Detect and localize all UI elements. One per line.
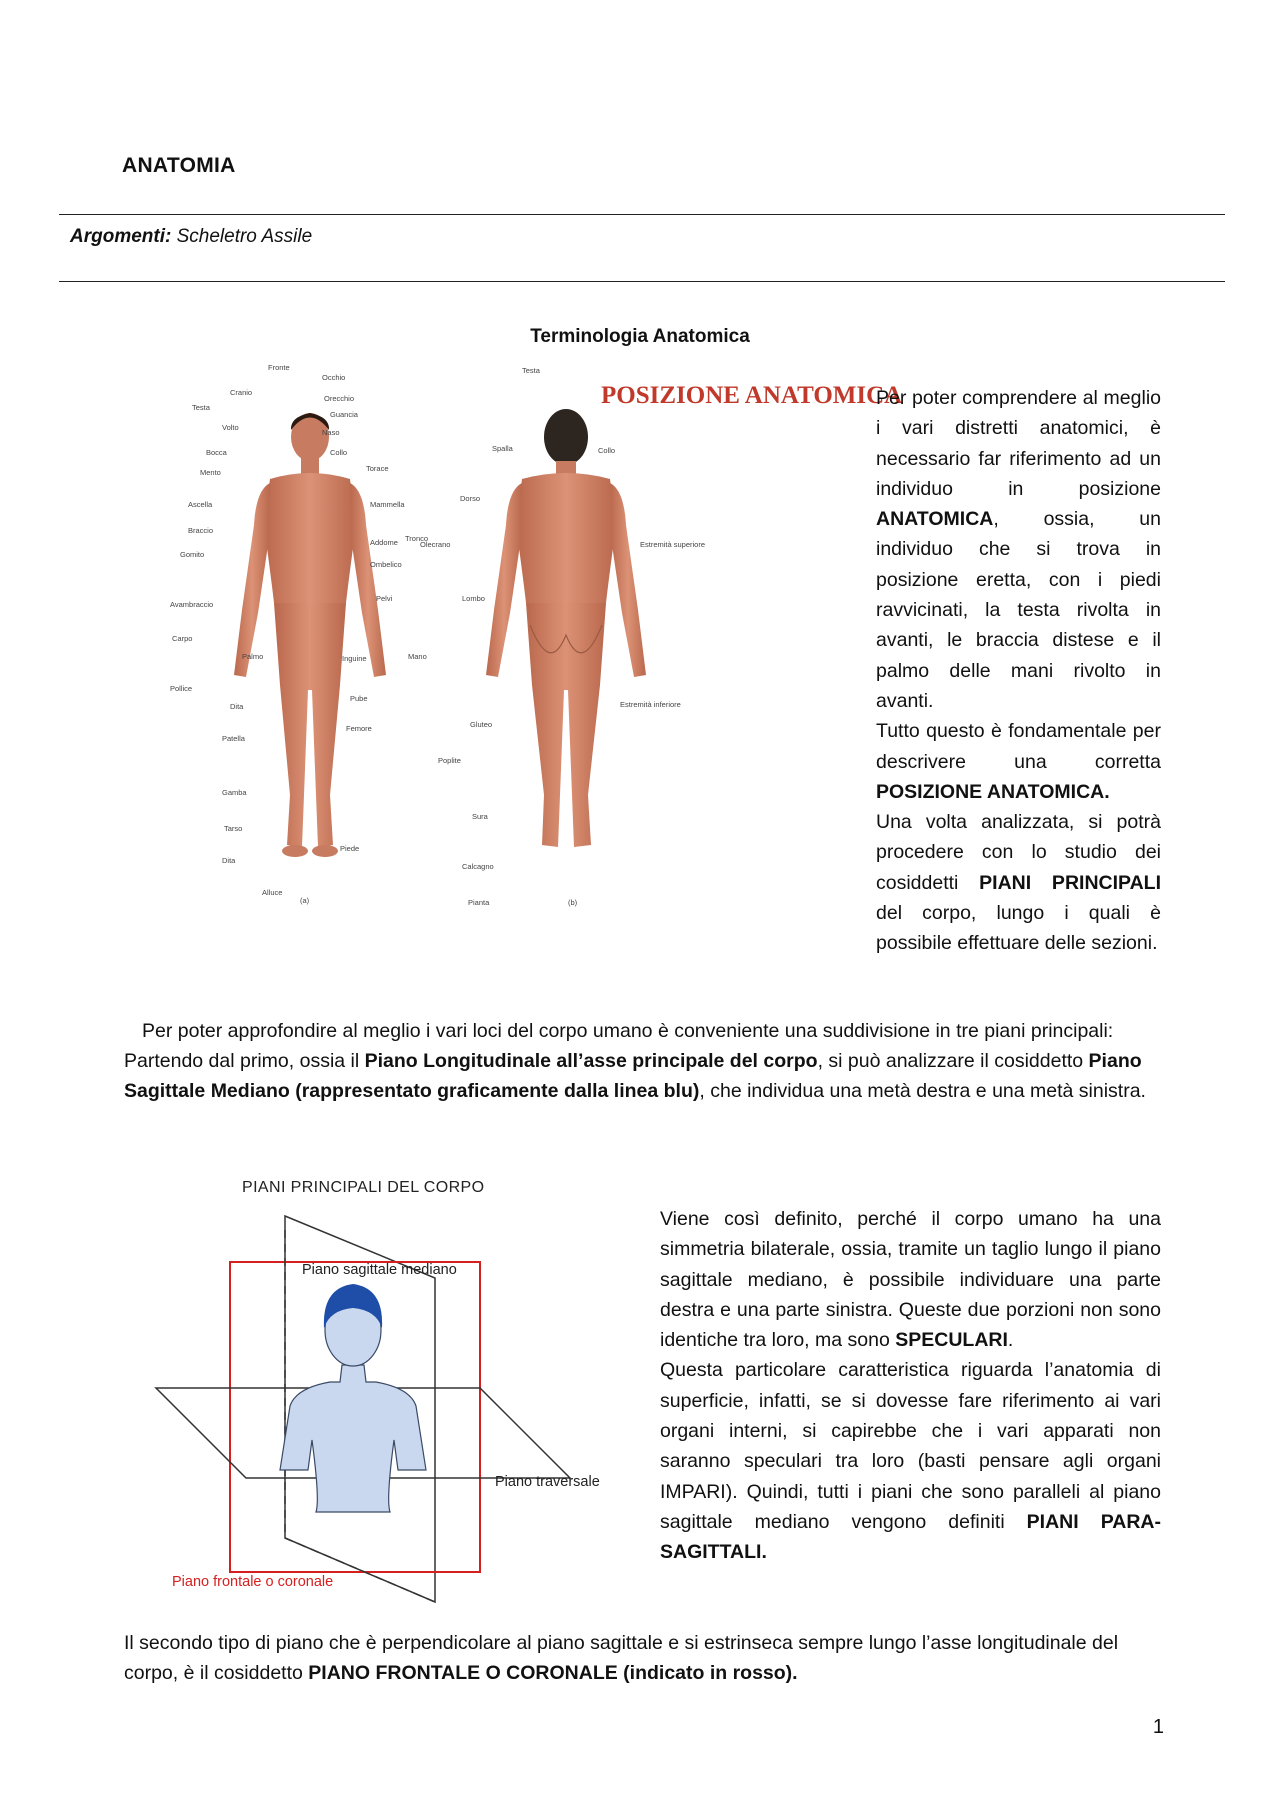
bilateral-symmetry-text [660,1204,1161,1568]
label-naso: Naso [322,428,340,437]
label-calcagno: Calcagno [462,862,494,871]
closing-paragraph: Il secondo tipo di piano che è perpendicolare al piano sagittale e si estrinseca sempre lungo l’asse longitudinale del corpo, è il cosiddetto PIANO FRONTALE O CORONALE (indicato in rosso). [124,1632,1119,1684]
label-dita-piede: Dita [222,856,236,865]
intro-paragraph-1: Per poter approfondire al meglio i vari loci del corpo umano è conveniente una suddivisione in tre piani principali: [142,1020,1114,1042]
label-testa-back: Testa [522,366,540,375]
label-piede: Piede [340,844,360,853]
label-collo-back: Collo [598,446,616,455]
anatomical-position-text [876,383,1161,959]
label-pollice: Pollice [170,684,193,693]
label-alluce: Alluce [262,888,283,897]
label-lombo: Lombo [462,594,485,603]
label-mammella: Mammella [370,500,405,509]
label-occhio: Occhio [322,373,346,382]
label-transverse: Piano traversale [495,1474,600,1490]
front-body [234,413,386,857]
label-ombelico: Ombelico [370,560,402,569]
label-guancia: Guancia [330,410,358,419]
label-femore: Femore [346,724,372,733]
page-number: 1 [1152,1716,1164,1738]
label-palmo: Palmo [242,652,264,661]
label-mento: Mento [200,468,221,477]
topics-label: Argomenti: [70,226,172,247]
col1-paragraph-2: Tutto questo è fondamentale per descrivere una corretta POSIZIONE ANATOMICA. [876,720,1161,803]
label-pube: Pube [350,694,368,703]
body-planes-figure [150,1170,650,1610]
anatomical-position-figure [170,363,903,1015]
label-gamba: Gamba [222,788,247,797]
label-pelvi: Pelvi [376,594,393,603]
label-ascella: Ascella [188,500,213,509]
label-dita: Dita [230,702,244,711]
label-estremita-sup: Estremità superiore [640,540,706,549]
label-pianta: Pianta [468,898,490,907]
header-rule-top [59,214,1225,215]
label-volto: Volto [222,423,239,432]
col1-paragraph-1: Per poter comprendere al meglio i vari distretti anatomici, è necessario far riferimento ad un individuo in posizione ANATOMICA, ossia, un individuo che si trova in posizione eretta, con i piedi ravvicinati, la testa rivolta in avanti, le braccia distese e il palmo delle mani rivolto in avanti. [876,387,1161,712]
label-sura: Sura [472,812,488,821]
intro-text [124,1016,1164,1106]
label-spalla: Spalla [492,444,513,453]
label-mano: Mano [408,652,427,661]
label-patella: Patella [222,734,245,743]
caption-a: (a) [300,896,310,905]
label-cranio: Cranio [230,388,253,397]
label-addome: Addome [370,538,398,547]
label-dorso: Dorso [460,494,481,503]
label-braccio: Braccio [188,526,214,535]
label-tarso: Tarso [224,824,243,833]
label-collo: Collo [330,448,348,457]
caption-b: (b) [568,898,578,907]
label-carpo: Carpo [172,634,193,643]
label-bocca: Bocca [206,448,227,457]
label-olecrano: Olecrano [420,540,451,549]
label-gluteo: Gluteo [470,720,493,729]
figure2-title: PIANI PRINCIPALI DEL CORPO [242,1179,485,1196]
label-frontal: Piano frontale o coronale [172,1574,334,1590]
figure1-title: POSIZIONE ANATOMICA [601,382,903,409]
intro-paragraph-2: Partendo dal primo, ossia il Piano Longitudinale all’asse principale del corpo, si può analizzare il cosiddetto Piano Sagittale Mediano (rappresentato graficamente dalla linea blu), che individua una metà destra e una metà sinistra. [124,1050,1146,1102]
back-body [486,409,646,847]
label-torace: Torace [366,464,389,473]
label-fronte: Fronte [268,363,290,372]
document-title: ANATOMIA [122,154,236,177]
label-inguine: Inguine [342,654,367,663]
col2-paragraph-2: Questa particolare caratteristica riguarda l’anatomia di superficie, infatti, se si dovesse fare riferimento ai vari organi interni, si capirebbe che i vari apparati non saranno speculari tra loro (basti pensare agli organi IMPARI). Quindi, tutti i piani che sono paralleli al piano sagittale mediano vengono definiti PIANI PARA-SAGITTALI. [660,1359,1161,1564]
label-poplite: Poplite [438,756,461,765]
label-testa: Testa [192,403,210,412]
label-sagittal: Piano sagittale mediano [302,1262,457,1278]
topics-value: Scheletro Assile [176,226,313,247]
label-avambraccio: Avambraccio [170,600,214,609]
label-gomito: Gomito [180,550,205,559]
topics-line [70,226,312,248]
col1-paragraph-3: Una volta analizzata, si potrà procedere con lo studio dei cosiddetti PIANI PRINCIPALI del corpo, lungo i quali è possibile effettuare delle sezioni. [876,811,1161,955]
label-orecchio: Orecchio [324,394,355,403]
closing-text [124,1628,1164,1688]
col2-paragraph-1: Viene così definito, perché il corpo umano ha una simmetria bilaterale, ossia, tramite un taglio lungo il piano sagittale mediano, è possibile individuare una parte destra e una parte sinistra. Queste due porzioni non sono identiche tra loro, ma sono SPECULARI. [660,1208,1161,1352]
label-tronco: Tronco [405,534,429,543]
header-rule-bottom [59,281,1225,282]
section-title: Terminologia Anatomica [530,326,750,347]
label-estremita-inf: Estremità inferiore [620,700,681,709]
